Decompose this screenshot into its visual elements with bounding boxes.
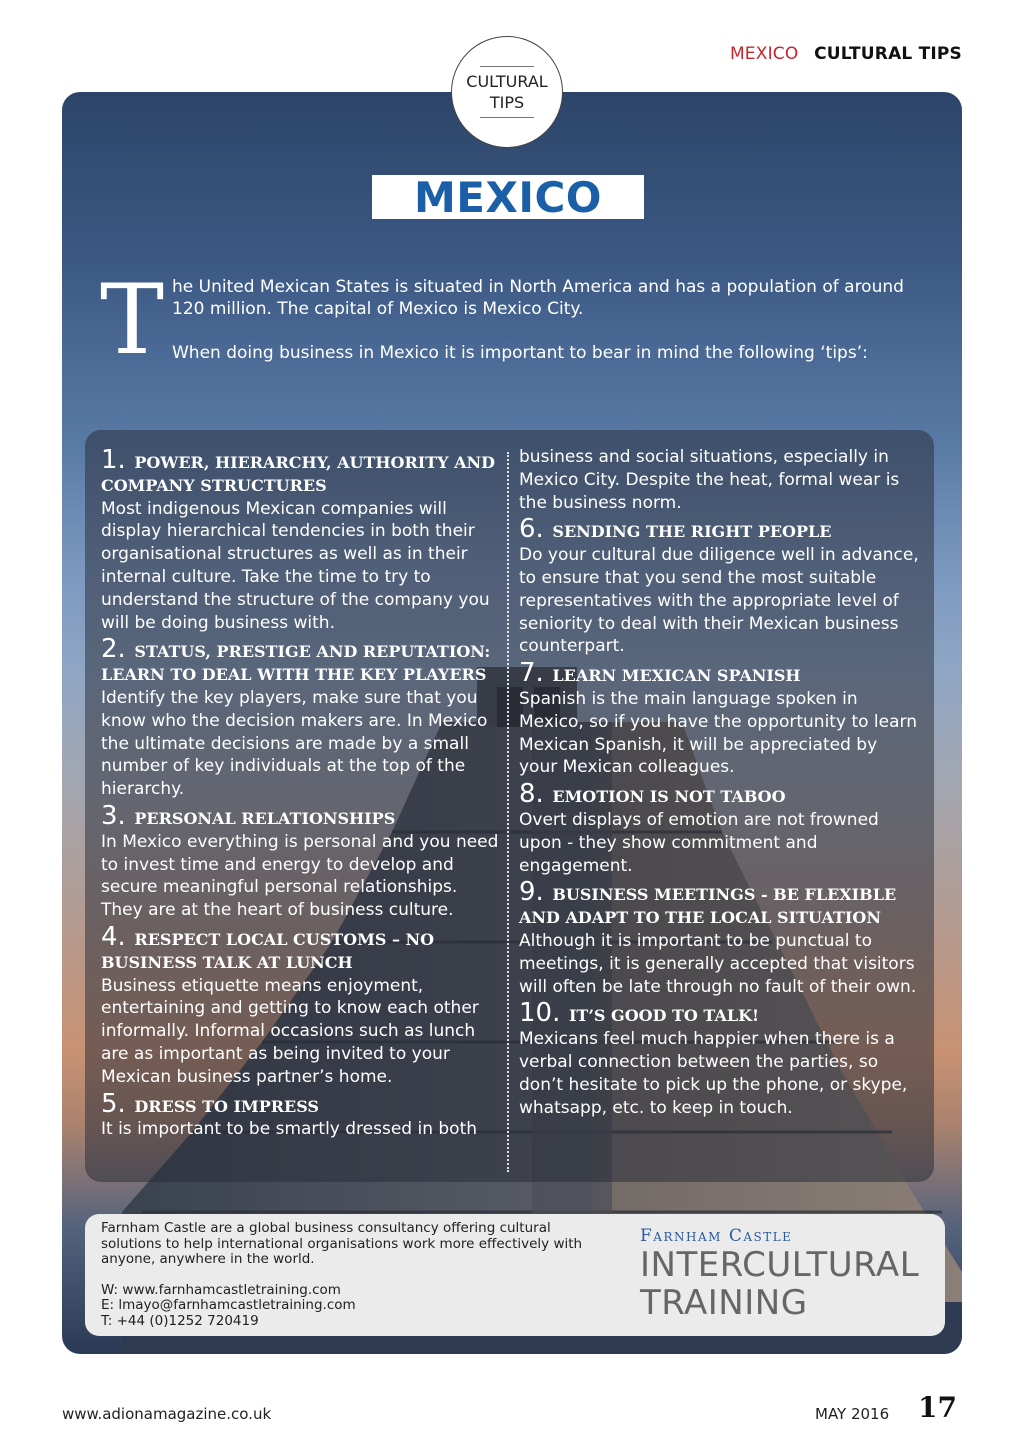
tip-item bbox=[519, 658, 919, 779]
tip-number: 5. bbox=[101, 1088, 126, 1119]
intro-paragraph-2: When doing business in Mexico it is important to bear in mind the following ‘tips’: bbox=[172, 343, 868, 363]
sponsor-logo bbox=[640, 1226, 930, 1322]
tip-body: Most indigenous Mexican companies will display hierarchical tendencies in both their organisational structures as well as in their internal culture. Take the time to try to understand the structure of the company you will be doing business with. bbox=[101, 498, 490, 633]
tip-title: PERSONAL RELATIONSHIPS bbox=[134, 808, 396, 828]
tip-title: RESPECT LOCAL CUSTOMS – NO BUSINESS TALK AT LUNCH bbox=[101, 929, 435, 972]
tip-body: It is important to be smartly dressed in both bbox=[101, 1119, 478, 1140]
tip-number: 1. bbox=[101, 445, 126, 475]
tip-title: STATUS, PRESTIGE AND REPUTATION: LEARN TO DEAL WITH THE KEY PLAYERS bbox=[101, 642, 491, 685]
magazine-url[interactable]: www.adionamagazine.co.uk bbox=[62, 1405, 272, 1423]
badge-line1: CULTURAL bbox=[466, 72, 548, 91]
tip-title: BUSINESS MEETINGS - BE FLEXIBLE AND ADAPT TO THE LOCAL SITUATION bbox=[519, 885, 897, 928]
running-header bbox=[730, 44, 962, 64]
header-section: CULTURAL TIPS bbox=[814, 44, 962, 64]
tip-body: Overt displays of emotion are not frowned upon - they show commitment and engagement. bbox=[519, 809, 879, 876]
header-country: MEXICO bbox=[729, 44, 799, 64]
tip-heading bbox=[519, 877, 897, 928]
page-number: 17 bbox=[918, 1391, 957, 1424]
page-title bbox=[372, 172, 644, 222]
tips-column-left bbox=[101, 445, 501, 1145]
cultural-tips-badge bbox=[451, 36, 563, 148]
tip-number: 3. bbox=[101, 800, 126, 831]
logo-line-3: TRAINING bbox=[640, 1283, 808, 1323]
tip-body: Although it is important to be punctual to meetings, it is generally accepted that visitors will often be late through no fault of their own. bbox=[519, 930, 917, 997]
tip-heading bbox=[101, 445, 496, 495]
tip-item bbox=[101, 800, 501, 922]
intro bbox=[100, 264, 930, 386]
tip-heading bbox=[519, 998, 760, 1029]
tip-body: business and social situations, especially in Mexico City. Despite the heat, formal wear is the business norm. bbox=[519, 447, 900, 513]
tip-heading bbox=[101, 921, 435, 972]
badge-rule bbox=[480, 66, 534, 67]
tip-title: POWER, HIERARCHY, AUTHORITY AND COMPANY STRUCTURES bbox=[101, 453, 496, 495]
tip-heading bbox=[101, 800, 396, 831]
sponsor-info bbox=[101, 1221, 601, 1329]
tip-number: 10. bbox=[519, 998, 561, 1029]
column-divider bbox=[507, 452, 509, 1172]
drop-cap: T bbox=[100, 264, 165, 376]
tip-item bbox=[519, 514, 919, 658]
tip-heading bbox=[101, 634, 491, 685]
tip-item bbox=[101, 921, 501, 1089]
tip-item bbox=[101, 445, 501, 634]
tip-number: 2. bbox=[101, 634, 126, 665]
tip-heading bbox=[101, 1088, 319, 1119]
tip-heading bbox=[519, 658, 801, 689]
tip-item bbox=[101, 634, 501, 801]
tip-body: Mexicans feel much happier when there is a verbal connection between the parties, so don’t hesitate to pick up the phone, or skype, whatsapp, etc. to keep in touch. bbox=[519, 1029, 908, 1118]
badge-line2: TIPS bbox=[489, 93, 525, 112]
tip-body: Do your cultural due diligence well in advance, to ensure that you send the most suitable representatives with the appropriate level of seniority to deal with their Mexican business counterpart. bbox=[519, 545, 919, 657]
tip-item bbox=[101, 1088, 501, 1142]
tip-number: 9. bbox=[519, 877, 544, 908]
tip-item bbox=[519, 877, 919, 998]
tip-number: 6. bbox=[519, 514, 544, 545]
sponsor-email[interactable]: E: lmayo@farnhamcastletraining.com bbox=[101, 1297, 356, 1313]
logo-line-2: INTERCULTURAL bbox=[640, 1245, 920, 1285]
tip-heading bbox=[519, 514, 832, 545]
tip-number: 4. bbox=[101, 921, 126, 952]
tip-continuation bbox=[519, 446, 919, 514]
tips-column-right bbox=[519, 446, 919, 1123]
tip-body: Business etiquette means enjoyment, entertaining and getting to know each other informally. Informal occasions such as lunch are as important as being invited to your Mexican business partner’s home. bbox=[101, 975, 479, 1087]
tip-item bbox=[519, 998, 919, 1119]
tip-body: Spanish is the main language spoken in Mexico, so if you have the opportunity to learn Mexican Spanish, it will be appreciated by your Mexican colleagues. bbox=[519, 688, 917, 778]
tip-title: IT’S GOOD TO TALK! bbox=[568, 1006, 760, 1026]
tip-body: In Mexico everything is personal and you need to invest time and energy to develop and secure meaningful personal relationships. They are at the heart of business culture. bbox=[101, 831, 499, 921]
badge-rule bbox=[480, 117, 534, 118]
tip-title: DRESS TO IMPRESS bbox=[134, 1096, 319, 1116]
tip-title: LEARN MEXICAN SPANISH bbox=[552, 666, 801, 686]
page-title-text: MEXICO bbox=[413, 172, 603, 222]
sponsor-website[interactable]: W: www.farnhamcastletraining.com bbox=[101, 1281, 341, 1298]
tip-title: EMOTION IS NOT TABOO bbox=[552, 787, 786, 807]
logo-line-1: Farnham Castle bbox=[640, 1226, 793, 1246]
sponsor-description: Farnham Castle are a global business consultancy offering cultural solutions to help international organisations work more effectively with anyone, anywhere in the world. bbox=[101, 1220, 583, 1267]
sponsor-phone: T: +44 (0)1252 720419 bbox=[101, 1312, 259, 1329]
issue-date: MAY 2016 bbox=[815, 1405, 890, 1423]
intro-paragraph-1: he United Mexican States is situated in North America and has a population of around 120 million. The capital of Mexico is Mexico City. bbox=[172, 277, 904, 319]
tip-body: Identify the key players, make sure that you know who the decision makers are. In Mexico the ultimate decisions are made by a small number of key individuals at the top of the hierarchy. bbox=[101, 687, 488, 800]
tip-heading bbox=[519, 779, 786, 810]
tip-number: 7. bbox=[519, 658, 544, 689]
tip-title: SENDING THE RIGHT PEOPLE bbox=[552, 522, 832, 542]
tip-number: 8. bbox=[519, 779, 544, 810]
tip-item bbox=[519, 779, 919, 877]
